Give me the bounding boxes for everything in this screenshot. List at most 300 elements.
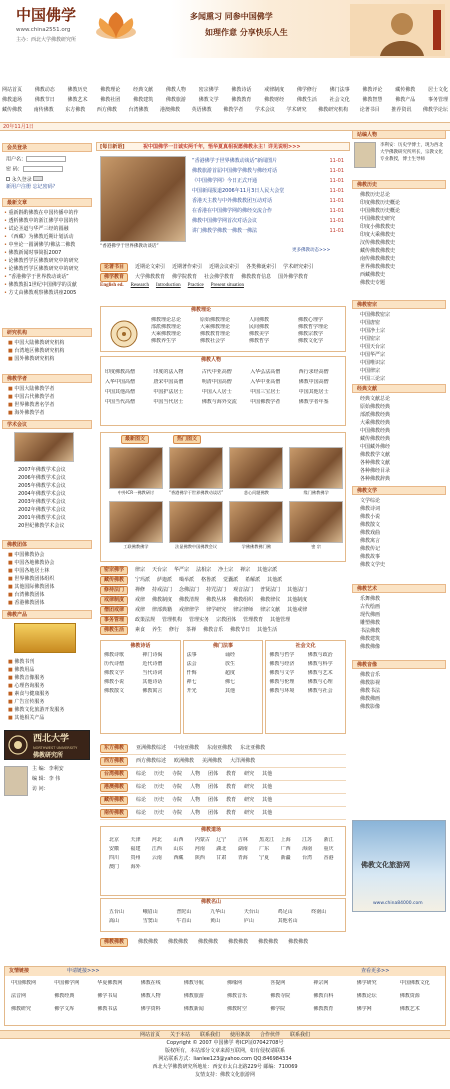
place-link[interactable]: 北京 xyxy=(109,837,120,843)
nav-link[interactable]: 佛教学者 xyxy=(223,107,244,113)
nav-link[interactable]: 东方佛教 xyxy=(65,107,86,113)
school-link[interactable]: 希解派 xyxy=(245,577,261,583)
region-link[interactable]: 综论 xyxy=(136,784,147,790)
hist-item[interactable] xyxy=(360,199,446,207)
lit-item[interactable] xyxy=(360,529,446,537)
region-link[interactable]: 研究 xyxy=(244,771,255,777)
friend-link[interactable]: 佛学书局 xyxy=(97,993,118,999)
friend-link[interactable]: 佛教经典 xyxy=(54,993,75,999)
mountain-link[interactable]: 庐山 xyxy=(243,918,254,924)
place-link[interactable]: 山东 xyxy=(173,846,184,852)
inst-item[interactable] xyxy=(8,339,92,347)
theory-row-link[interactable]: 佛学院教育 xyxy=(172,274,198,280)
art-item[interactable] xyxy=(360,619,446,627)
school-link[interactable]: 修行 xyxy=(169,627,180,633)
friend-link[interactable]: 中国佛教文化 xyxy=(399,980,430,986)
region-link[interactable]: 人物 xyxy=(190,797,201,803)
hot-item[interactable] xyxy=(4,241,92,249)
travel-promo-banner[interactable] xyxy=(352,820,446,912)
region-link[interactable]: 其他 xyxy=(262,810,273,816)
sutra-item[interactable] xyxy=(360,451,446,459)
sutra-item[interactable] xyxy=(360,467,446,475)
scholar-item[interactable] xyxy=(8,409,92,417)
school-link[interactable]: 律宗文献 xyxy=(260,607,281,613)
nav-link[interactable]: 佛教动态 xyxy=(34,87,55,93)
people-cell[interactable]: 中国佛教学者 xyxy=(250,399,281,405)
friend-link[interactable]: 佛教书法 xyxy=(97,1006,118,1012)
theory-cell[interactable]: 部派佛教理论 xyxy=(151,324,182,330)
scholar-item[interactable] xyxy=(8,401,92,409)
nav-link[interactable]: 台湾佛教 xyxy=(128,107,149,113)
region-link[interactable]: 其他 xyxy=(262,784,273,790)
apply-link[interactable]: 申请链接>>> xyxy=(67,968,100,974)
hist-item[interactable] xyxy=(360,247,446,255)
school-link[interactable]: 茶禅 xyxy=(186,627,197,633)
school-link[interactable]: 净土宗 xyxy=(218,567,234,573)
theory-row-link[interactable]: Research xyxy=(130,283,149,288)
nav-link[interactable]: 佛教评论 xyxy=(362,87,383,93)
gallery-photo[interactable] xyxy=(109,501,163,543)
school-link[interactable]: 佛教音乐 xyxy=(203,627,224,633)
theory-row-link[interactable]: 各类佛诞索引 xyxy=(246,264,277,270)
region-link[interactable]: 西方佛教综述 xyxy=(136,758,167,764)
mountain-link[interactable]: 嵩山 xyxy=(109,918,120,924)
theory-row-link[interactable]: Introduction xyxy=(155,283,181,288)
place-link[interactable]: 云南 xyxy=(151,855,162,861)
nav-link[interactable]: 佛教诗话 xyxy=(231,87,252,93)
people-cell[interactable]: 中国当代高僧 xyxy=(105,399,136,405)
theory-cell[interactable]: 大乘佛教理论 xyxy=(151,331,182,337)
nav-link[interactable]: 佛教学论坛 xyxy=(422,107,448,113)
conf-item[interactable] xyxy=(18,466,92,474)
friend-link[interactable]: 佛学院 xyxy=(270,1006,286,1012)
region-link[interactable]: 综论 xyxy=(136,797,147,803)
west-item[interactable] xyxy=(360,311,446,319)
place-link[interactable]: 黑龙江 xyxy=(259,837,275,843)
hot-item[interactable] xyxy=(4,265,92,273)
school-link[interactable]: 其他宗派 xyxy=(257,567,278,573)
nav-link[interactable]: 佛教教育 xyxy=(231,97,252,103)
region-link[interactable]: 综论 xyxy=(136,810,147,816)
nav-link[interactable]: 佛教财经 xyxy=(264,97,285,103)
nav-link[interactable]: 佛教文学 xyxy=(198,97,219,103)
art-item[interactable] xyxy=(360,643,446,651)
hot-item[interactable] xyxy=(4,281,92,289)
sub-box-link[interactable]: 佛教寓言 xyxy=(142,688,163,694)
school-link[interactable]: 萨迦派 xyxy=(157,577,173,583)
hist-item[interactable] xyxy=(360,231,446,239)
region-link[interactable]: 团体 xyxy=(208,810,219,816)
hist-item[interactable] xyxy=(360,279,446,287)
media-item[interactable] xyxy=(360,679,446,687)
org-item[interactable] xyxy=(8,599,92,607)
school-link[interactable]: 律宗 xyxy=(135,567,146,573)
theory-row-link[interactable]: 社会佛学教育 xyxy=(204,274,235,280)
school-link[interactable]: 持戒法门 xyxy=(152,587,173,593)
media-item[interactable] xyxy=(360,703,446,711)
place-link[interactable]: 吉林 xyxy=(237,837,248,843)
media-item[interactable] xyxy=(360,687,446,695)
theory-cell[interactable]: 大乘佛教理论 xyxy=(200,324,231,330)
school-link[interactable]: 觉囊派 xyxy=(223,577,239,583)
region-link[interactable]: 亚洲佛教综述 xyxy=(136,745,167,751)
sutra-item[interactable] xyxy=(360,403,446,411)
friend-link[interactable]: 佛学网 xyxy=(356,1006,372,1012)
friend-link[interactable]: 佛教新闻 xyxy=(183,1006,204,1012)
west-item[interactable] xyxy=(360,359,446,367)
region-link[interactable]: 历史 xyxy=(154,784,165,790)
footer-nav-link[interactable]: 网站首页 xyxy=(139,1032,160,1038)
place-link[interactable]: 贵州 xyxy=(130,855,141,861)
school-link[interactable]: 戒律 xyxy=(135,607,146,613)
region-link[interactable]: 美洲佛教 xyxy=(202,758,223,764)
product-item[interactable] xyxy=(8,690,92,698)
sutra-item[interactable] xyxy=(360,395,446,403)
people-cell[interactable]: 唐宋中国高僧 xyxy=(153,379,184,385)
school-link[interactable]: 其他戒律 xyxy=(287,607,308,613)
mountain-link[interactable]: 天台山 xyxy=(243,909,259,915)
school-link[interactable]: 天台宗 xyxy=(152,567,168,573)
school-link[interactable]: 其他制度 xyxy=(287,597,308,603)
gallery-caption[interactable]: “香港佛学于世界佛教动谈话” xyxy=(168,490,224,495)
scholar-item[interactable] xyxy=(8,385,92,393)
sub-box-link[interactable]: 佛教与伦理 xyxy=(269,679,295,685)
people-cell[interactable]: 佛教与海外交流 xyxy=(201,399,237,405)
inst-item[interactable] xyxy=(8,355,92,363)
gallery-photo[interactable] xyxy=(229,447,283,489)
headline-item[interactable] xyxy=(192,216,344,226)
product-item[interactable] xyxy=(8,666,92,674)
theory-cell[interactable]: 佛教宗教学 xyxy=(298,331,324,337)
product-item[interactable] xyxy=(8,706,92,714)
theory-cell[interactable]: 佛教哲学理论 xyxy=(298,324,329,330)
region-link[interactable]: 东南亚佛教 xyxy=(207,745,233,751)
headline-title[interactable]: “香港佛学于世界佛教动谈话”新闻图片 xyxy=(192,158,278,164)
hist-item[interactable] xyxy=(360,271,446,279)
bottom-link[interactable]: 佛教佛教 xyxy=(168,939,189,945)
art-item[interactable] xyxy=(360,627,446,635)
nav-link[interactable]: 佛教理论 xyxy=(100,87,121,93)
hist-item[interactable] xyxy=(360,255,446,263)
sub-box-link[interactable]: 佛教与文学 xyxy=(269,670,295,676)
hot-item[interactable] xyxy=(4,217,92,225)
west-item[interactable] xyxy=(360,351,446,359)
theory-row-link[interactable]: 佛教教育信息 xyxy=(241,274,272,280)
place-link[interactable]: 青海 xyxy=(237,855,248,861)
school-link[interactable]: 戒律律学 xyxy=(179,607,200,613)
place-link[interactable]: 香港 xyxy=(323,855,334,861)
place-link[interactable]: 河南 xyxy=(194,846,205,852)
friend-link[interactable]: 华夏佛教网 xyxy=(97,980,123,986)
friend-link[interactable]: 佛教在线 xyxy=(140,980,161,986)
gallery-photo[interactable] xyxy=(229,501,283,543)
friend-link[interactable]: 中国佛学网 xyxy=(54,980,80,986)
footer-nav-link[interactable]: 合作伙伴 xyxy=(260,1032,281,1038)
school-link[interactable]: 其他管理 xyxy=(270,617,291,623)
sutra-item[interactable] xyxy=(360,435,446,443)
product-item[interactable] xyxy=(8,714,92,722)
sub-box-link[interactable]: 法会 xyxy=(186,661,197,667)
conf-item[interactable] xyxy=(18,498,92,506)
nav-link[interactable]: 佛教智慧 xyxy=(362,97,383,103)
headline-item[interactable] xyxy=(192,196,344,206)
school-link[interactable]: 格鲁派 xyxy=(201,577,217,583)
people-cell[interactable]: 古代中亚高僧 xyxy=(201,369,232,375)
login-button[interactable] xyxy=(33,176,43,181)
people-cell[interactable]: 入华弘法高僧 xyxy=(250,369,281,375)
org-item[interactable] xyxy=(8,551,92,559)
gallery-item[interactable] xyxy=(109,501,163,551)
school-link[interactable]: 管理实务 xyxy=(189,617,210,623)
sub-box-link[interactable]: 佛教与社会 xyxy=(307,688,333,694)
scholar-item[interactable] xyxy=(8,393,92,401)
nav-link[interactable]: 佛教道场 xyxy=(2,97,23,103)
nav-link[interactable]: 西方佛教 xyxy=(96,107,117,113)
headline-item[interactable] xyxy=(192,176,344,186)
theory-row-link[interactable]: 国外佛学教育 xyxy=(278,274,309,280)
headline-item[interactable] xyxy=(192,186,344,196)
sub-box-link[interactable]: 佛教与科学 xyxy=(307,661,333,667)
nav-link[interactable]: 佛学修行 xyxy=(296,87,317,93)
place-link[interactable]: 安徽 xyxy=(109,846,120,852)
org-item[interactable] xyxy=(8,575,92,583)
gallery-caption[interactable]: 工联佛教佛学 xyxy=(123,544,149,549)
people-cell[interactable]: 佛教中国高僧 xyxy=(298,379,329,385)
nav-link[interactable]: 事务管理 xyxy=(427,97,448,103)
nav-link[interactable]: 学术会议 xyxy=(254,107,275,113)
region-link[interactable]: 其他 xyxy=(262,771,273,777)
notice-text[interactable]: 祝中国佛学一日诚实两千年，悟华夏真相祝愿佛教永主！详见说明>>> xyxy=(143,144,301,150)
conference-photo[interactable] xyxy=(14,432,74,462)
register-link[interactable]: 新用户注册 xyxy=(6,184,32,190)
sub-box-link[interactable]: 佛教与经济 xyxy=(269,661,295,667)
school-link[interactable]: 管理教育 xyxy=(243,617,264,623)
mountain-link[interactable]: 雪窦山 xyxy=(142,918,158,924)
place-link[interactable]: 甘肃 xyxy=(216,855,227,861)
people-cell[interactable]: 入华中国高僧 xyxy=(105,379,136,385)
footer-nav-link[interactable]: 使用条款 xyxy=(230,1032,251,1038)
sub-box-link[interactable]: 佛教与环境 xyxy=(269,688,295,694)
west-item[interactable] xyxy=(360,367,446,375)
nav-link[interactable]: 佛教节日 xyxy=(34,97,55,103)
sutra-item[interactable] xyxy=(360,459,446,467)
art-item[interactable] xyxy=(360,595,446,603)
hot-item[interactable] xyxy=(4,273,92,281)
product-item[interactable] xyxy=(8,674,92,682)
site-title[interactable]: 中国佛学 xyxy=(16,6,77,24)
footer-nav-link[interactable]: 联系我们 xyxy=(290,1032,311,1038)
footer-nav-link[interactable]: 关于本站 xyxy=(169,1032,190,1038)
school-link[interactable]: 佛教组织 xyxy=(233,597,254,603)
gallery-photo[interactable] xyxy=(169,501,224,543)
school-link[interactable]: 禅修 xyxy=(135,587,146,593)
place-link[interactable]: 内蒙古 xyxy=(194,837,210,843)
region-link[interactable]: 团体 xyxy=(208,797,219,803)
friend-link[interactable]: 中国佛教网 xyxy=(11,980,37,986)
place-link[interactable]: 山西 xyxy=(173,837,184,843)
sub-box-link[interactable]: 开光 xyxy=(186,688,197,694)
place-link[interactable]: 澳门 xyxy=(109,864,120,870)
friend-link[interactable]: 菩提网 xyxy=(270,980,286,986)
region-link[interactable]: 教育 xyxy=(226,797,237,803)
mountain-link[interactable]: 峨眉山 xyxy=(142,909,158,915)
west-item[interactable] xyxy=(360,335,446,343)
headline-more-link[interactable]: 更多佛教动态>>> xyxy=(292,248,331,253)
people-cell[interactable]: 印度佛教高僧 xyxy=(105,369,136,375)
place-link[interactable]: 新疆 xyxy=(280,855,291,861)
hist-item[interactable] xyxy=(360,263,446,271)
place-link[interactable]: 广西 xyxy=(280,846,291,852)
nav-link[interactable]: 佛门法事 xyxy=(329,87,350,93)
hot-item[interactable] xyxy=(4,249,92,257)
mountain-link[interactable]: 其他名山 xyxy=(277,918,298,924)
place-link[interactable]: 宁夏 xyxy=(259,855,270,861)
footer-nav-link[interactable]: 联系我们 xyxy=(199,1032,220,1038)
mountain-link[interactable]: 五台山 xyxy=(109,909,125,915)
sutra-item[interactable] xyxy=(360,411,446,419)
headline-title[interactable]: 中国新闻报道2006年11月3日人民大会堂 xyxy=(192,188,285,194)
hist-item[interactable] xyxy=(360,215,446,223)
region-link[interactable]: 人物 xyxy=(190,784,201,790)
nav-link[interactable]: 社会文化 xyxy=(329,97,350,103)
west-item[interactable] xyxy=(360,327,446,335)
region-link[interactable]: 东北亚佛教 xyxy=(240,745,266,751)
sub-box-link[interactable]: 禅门诗偈 xyxy=(142,652,163,658)
people-cell[interactable]: 印度的法入物 xyxy=(153,369,184,375)
sutra-item[interactable] xyxy=(360,427,446,435)
nav-link[interactable]: 经典文献 xyxy=(133,87,154,93)
friend-link[interactable]: 佛教百科 xyxy=(313,993,334,999)
hot-item[interactable] xyxy=(4,225,92,233)
product-item[interactable] xyxy=(8,698,92,706)
hist-item[interactable] xyxy=(360,191,446,199)
region-link[interactable]: 团体 xyxy=(208,771,219,777)
theory-cell[interactable]: 民间佛教 xyxy=(249,324,270,330)
friend-link[interactable]: 佛教导航 xyxy=(183,980,204,986)
headline-item[interactable] xyxy=(192,166,344,176)
people-cell[interactable]: 中国当代居士 xyxy=(153,399,184,405)
headline-title[interactable]: 香港天主教与中外佛教教团互动对话 xyxy=(192,198,273,204)
theory-cell[interactable]: 佛教理论总论 xyxy=(151,317,182,323)
gallery-item[interactable] xyxy=(169,501,224,551)
region-link[interactable]: 人物 xyxy=(190,771,201,777)
nav-link[interactable]: 港澳佛教 xyxy=(160,107,181,113)
friend-link[interactable]: 佛教艺术 xyxy=(399,1006,420,1012)
nav-link[interactable]: 佛教社团 xyxy=(100,97,121,103)
forgot-link[interactable]: 忘记密码？ xyxy=(32,184,58,190)
people-cell[interactable]: 西行求经高僧 xyxy=(298,369,329,375)
region-link[interactable]: 其他 xyxy=(262,797,273,803)
sub-box-link[interactable]: 近代诗僧 xyxy=(142,661,163,667)
sub-box-link[interactable]: 超度 xyxy=(225,670,236,676)
west-item[interactable] xyxy=(360,343,446,351)
gallery-item[interactable] xyxy=(289,447,343,497)
region-link[interactable]: 中南亚佛教 xyxy=(174,745,200,751)
sub-box-link[interactable]: 法事 xyxy=(186,652,197,658)
theory-row-link[interactable]: 近期会议索引 xyxy=(209,264,240,270)
theory-cell[interactable]: 原始佛教理论 xyxy=(200,317,231,323)
sutra-item[interactable] xyxy=(360,443,446,451)
friend-link[interactable]: 佛教旅游 xyxy=(183,993,204,999)
gallery-item[interactable] xyxy=(229,501,283,551)
place-link[interactable]: 辽宁 xyxy=(216,837,227,843)
friend-link[interactable]: 法音网 xyxy=(11,993,27,999)
sub-box-link[interactable]: 佛七 xyxy=(225,679,236,685)
place-link[interactable]: 湖南 xyxy=(237,846,248,852)
friend-link[interactable]: 佛教教育 xyxy=(313,1006,334,1012)
hot-item[interactable] xyxy=(4,257,92,265)
media-item[interactable] xyxy=(360,671,446,679)
remember-checkbox[interactable] xyxy=(6,177,10,181)
region-link[interactable]: 教育 xyxy=(226,784,237,790)
gallery-caption[interactable]: 法显佛教中国佛教会议 xyxy=(175,544,218,549)
region-link[interactable]: 综论 xyxy=(136,771,147,777)
school-link[interactable]: 宁玛派 xyxy=(135,577,151,583)
school-link[interactable]: 普贤法门 xyxy=(260,587,281,593)
headline-title[interactable]: 《中国佛学网》今日正式开通 xyxy=(192,178,258,184)
media-item[interactable] xyxy=(360,695,446,703)
school-link[interactable]: 戒律 xyxy=(135,597,146,603)
friend-link[interactable]: 佛教时空 xyxy=(227,1006,248,1012)
nav-link[interactable]: 佛教研究机构 xyxy=(318,107,349,113)
school-link[interactable]: 其他生活 xyxy=(257,627,278,633)
headline-item[interactable] xyxy=(192,206,344,216)
school-link[interactable]: 华严宗 xyxy=(174,567,190,573)
sub-box-link[interactable]: 当代诗词 xyxy=(142,670,163,676)
sub-box-link[interactable]: 佛教诗歌 xyxy=(104,652,125,658)
friend-link[interactable]: 佛缘网 xyxy=(227,980,243,986)
nav-link[interactable]: 藏传佛教 xyxy=(395,87,416,93)
lit-item[interactable] xyxy=(360,505,446,513)
region-link[interactable]: 人物 xyxy=(190,810,201,816)
lit-item[interactable] xyxy=(360,561,446,569)
hot-item[interactable] xyxy=(4,233,92,241)
region-link[interactable]: 历史 xyxy=(154,810,165,816)
region-link[interactable]: 历史 xyxy=(154,797,165,803)
sub-box-link[interactable]: 佛教与政治 xyxy=(307,652,333,658)
school-link[interactable]: 禅宗 xyxy=(240,567,251,573)
theory-row-link[interactable]: 大学佛教教育 xyxy=(135,274,166,280)
sub-box-link[interactable]: 其他诗话 xyxy=(142,679,163,685)
org-item[interactable] xyxy=(8,591,92,599)
org-item[interactable] xyxy=(8,583,92,591)
school-link[interactable]: 其他法门 xyxy=(287,587,308,593)
place-link[interactable]: 海南 xyxy=(302,846,313,852)
place-link[interactable]: 江苏 xyxy=(302,837,313,843)
region-link[interactable]: 大洋洲佛教 xyxy=(230,758,256,764)
lit-item[interactable] xyxy=(360,521,446,529)
region-link[interactable]: 寺院 xyxy=(172,771,183,777)
headline-item[interactable] xyxy=(192,226,344,236)
region-link[interactable]: 寺院 xyxy=(172,784,183,790)
friend-link[interactable]: 佛学研究 xyxy=(356,980,377,986)
mountain-link[interactable]: 鸡足山 xyxy=(277,909,293,915)
mountain-link[interactable]: 终南山 xyxy=(311,909,327,915)
west-item[interactable] xyxy=(360,319,446,327)
nav-link[interactable]: 英语佛教 xyxy=(191,107,212,113)
people-cell[interactable]: 中国三宝居士 xyxy=(250,389,281,395)
sub-box-link[interactable]: 佛教与艺术 xyxy=(307,670,333,676)
school-link[interactable]: 持咒法门 xyxy=(206,587,227,593)
nav-link[interactable]: 佛教历史 xyxy=(67,87,88,93)
theory-cell[interactable]: 佛教养生学 xyxy=(151,338,177,344)
school-link[interactable]: 念佛法门 xyxy=(179,587,200,593)
art-item[interactable] xyxy=(360,603,446,611)
school-link[interactable]: 宗教团体 xyxy=(216,617,237,623)
theory-cell[interactable]: 佛教美学 xyxy=(249,331,270,337)
school-link[interactable]: 佛教清规 xyxy=(179,597,200,603)
hist-item[interactable] xyxy=(360,223,446,231)
